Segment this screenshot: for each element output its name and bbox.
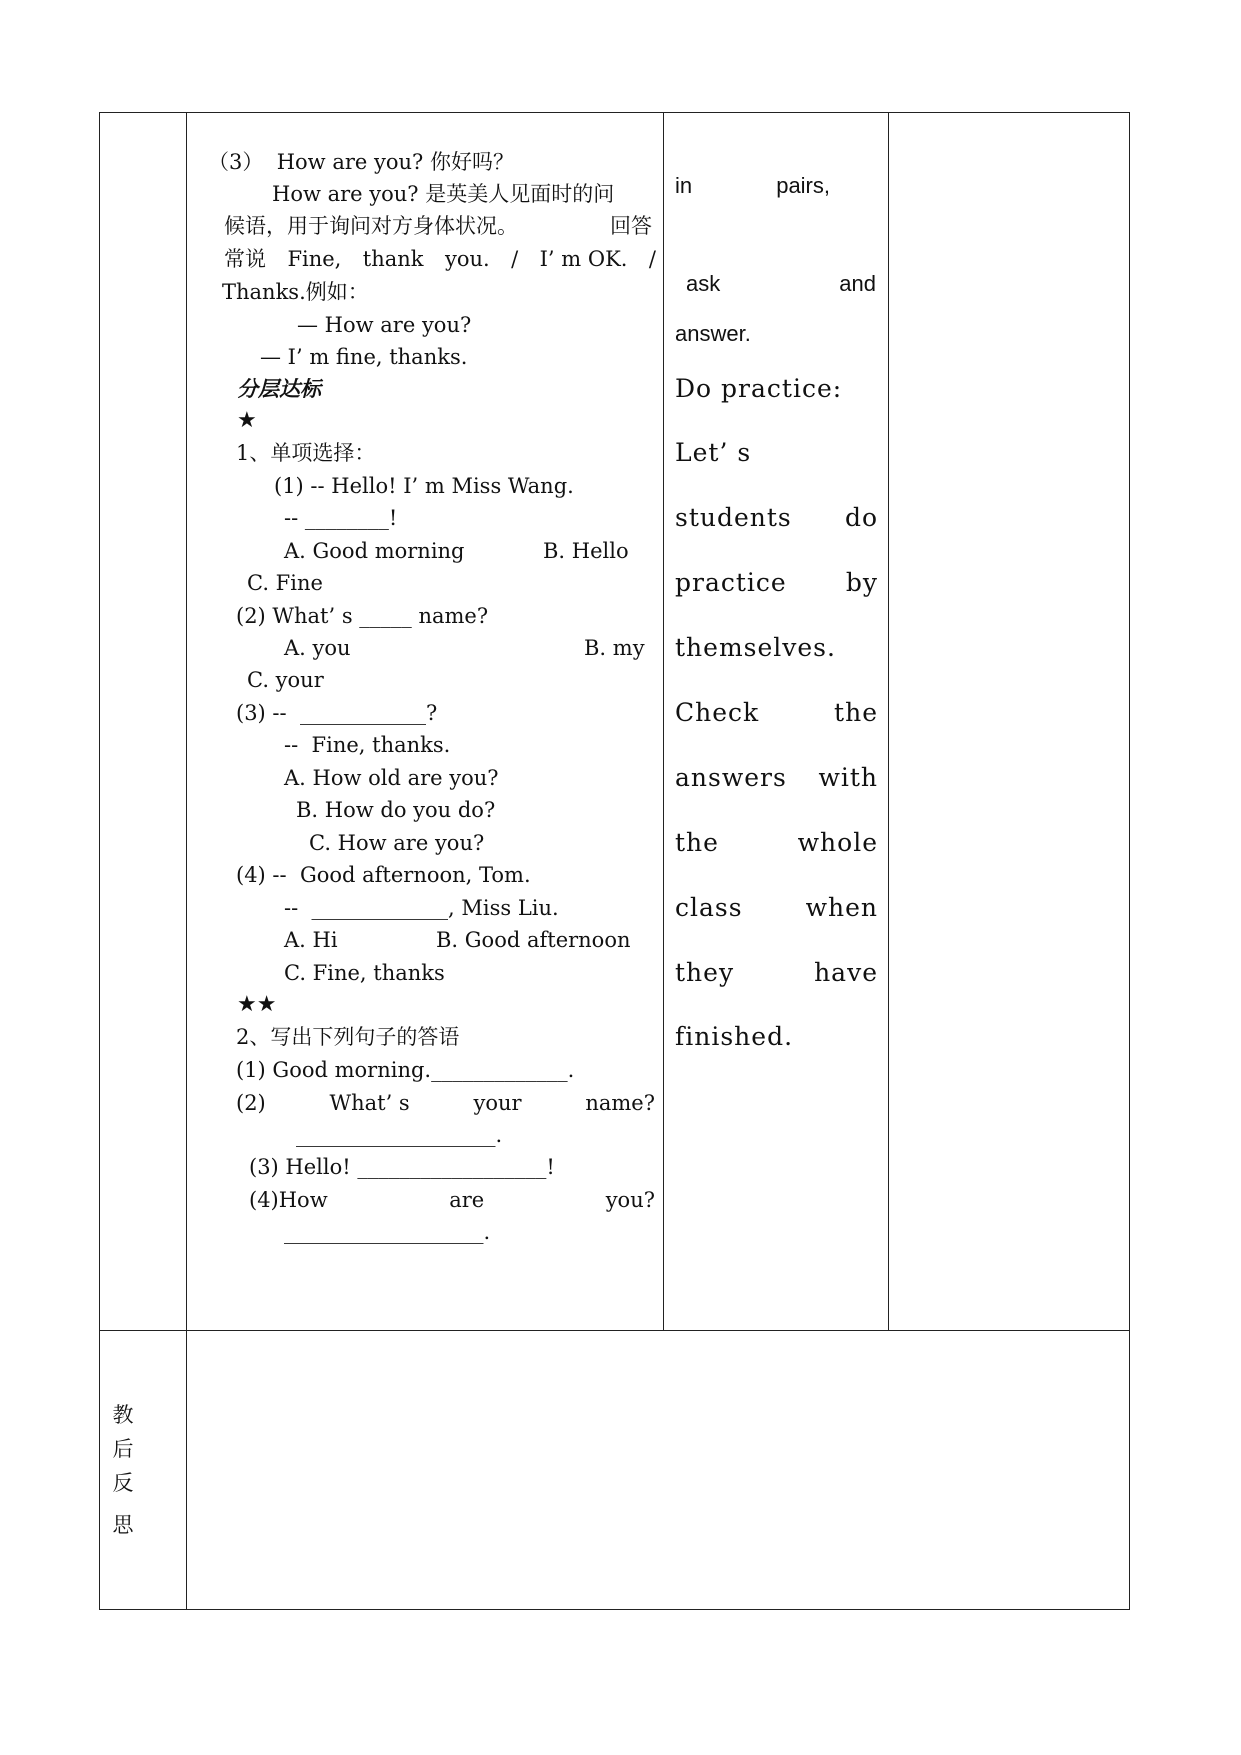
star-icon: ★ <box>237 408 257 433</box>
question-2-option-c: C. your <box>247 668 324 692</box>
write-3: (3) Hello! __________________! <box>249 1155 555 1179</box>
question-3: (3) -- ____________? <box>236 701 438 725</box>
question-1-option-c: C. Fine <box>247 571 323 595</box>
question-4: (4) -- Good afternoon, Tom. <box>236 863 531 887</box>
exercise1-title: 1、单项选择： <box>236 441 376 465</box>
reflection-char-1: 教 <box>112 1403 134 1427</box>
activity-line-8: themselves. <box>675 633 836 662</box>
activity-line-2: ask and <box>686 271 876 296</box>
activity-line-13: they have <box>675 958 878 987</box>
item3-heading: （3） How are you? 你好吗？ <box>208 150 514 174</box>
question-1-option-a: A. Good morning <box>284 539 465 563</box>
activity-line-3: answer. <box>675 321 751 346</box>
item3-line3: 常说 Fine, thank you. / I’ m OK. / <box>224 247 656 271</box>
question-1-option-b: B. Hello <box>543 539 629 563</box>
activity-line-10: answers with <box>675 763 878 792</box>
question-2-option-b: B. my <box>584 636 645 660</box>
column-divider-2 <box>663 112 664 1330</box>
question-4-response: -- _____________, Miss Liu. <box>284 896 559 920</box>
activity-line-6: students do <box>675 503 878 532</box>
activity-line-12: class when <box>675 893 878 922</box>
write-2: (2) What’ s your name? <box>236 1091 655 1115</box>
activity-line-5: Let’ s <box>675 438 752 467</box>
activity-line-4: Do practice: <box>675 374 843 403</box>
write-4-blank: ___________________. <box>284 1220 491 1244</box>
question-1: (1) -- Hello! I’ m Miss Wang. <box>274 474 574 498</box>
reflection-content-area[interactable] <box>188 1332 1128 1608</box>
question-1-blank: -- ________! <box>284 506 398 530</box>
question-3-option-b: B. How do you do? <box>296 798 496 822</box>
item3-line1: How are you? 是英美人见面时的问 <box>272 182 615 206</box>
activity-line-9: Check the <box>675 698 878 727</box>
double-star-icon: ★★ <box>237 992 277 1017</box>
question-4-option-b: B. Good afternoon <box>436 928 631 952</box>
row-divider <box>99 1330 1130 1331</box>
activity-line-14: finished. <box>675 1022 794 1051</box>
question-3-response: -- Fine, thanks. <box>284 733 451 757</box>
write-1: (1) Good morning._____________. <box>236 1058 575 1082</box>
write-2-blank: ___________________. <box>296 1123 503 1147</box>
question-4-option-a: A. Hi <box>284 928 338 952</box>
question-3-option-c: C. How are you? <box>309 831 485 855</box>
item3-line4: Thanks.例如： <box>222 280 369 304</box>
activity-line-7: practice by <box>675 568 878 597</box>
dialog-answer: — I’ m fine, thanks. <box>260 345 468 369</box>
dialog-question: — How are you? <box>297 313 472 337</box>
reflection-char-4: 思 <box>112 1513 134 1537</box>
section-title: 分层达标 <box>237 377 321 401</box>
question-4-option-c: C. Fine, thanks <box>284 961 445 985</box>
reflection-char-2: 后 <box>112 1437 134 1461</box>
question-3-option-a: A. How old are you? <box>284 766 499 790</box>
item3-line2b: 回答 <box>610 214 652 238</box>
activity-line-1: in pairs, <box>675 173 830 198</box>
column-divider-3 <box>888 112 889 1330</box>
exercise2-title: 2、写出下列句子的答语 <box>236 1025 460 1049</box>
question-2: (2) What’ s _____ name? <box>236 604 489 628</box>
item3-line2a: 候语，用于询问对方身体状况。 <box>224 214 518 238</box>
question-2-option-a: A. you <box>284 636 351 660</box>
column-divider-1 <box>186 112 187 1610</box>
activity-line-11: the whole <box>675 828 878 857</box>
reflection-char-3: 反 <box>112 1471 134 1495</box>
write-4: (4)How are you? <box>249 1188 655 1212</box>
